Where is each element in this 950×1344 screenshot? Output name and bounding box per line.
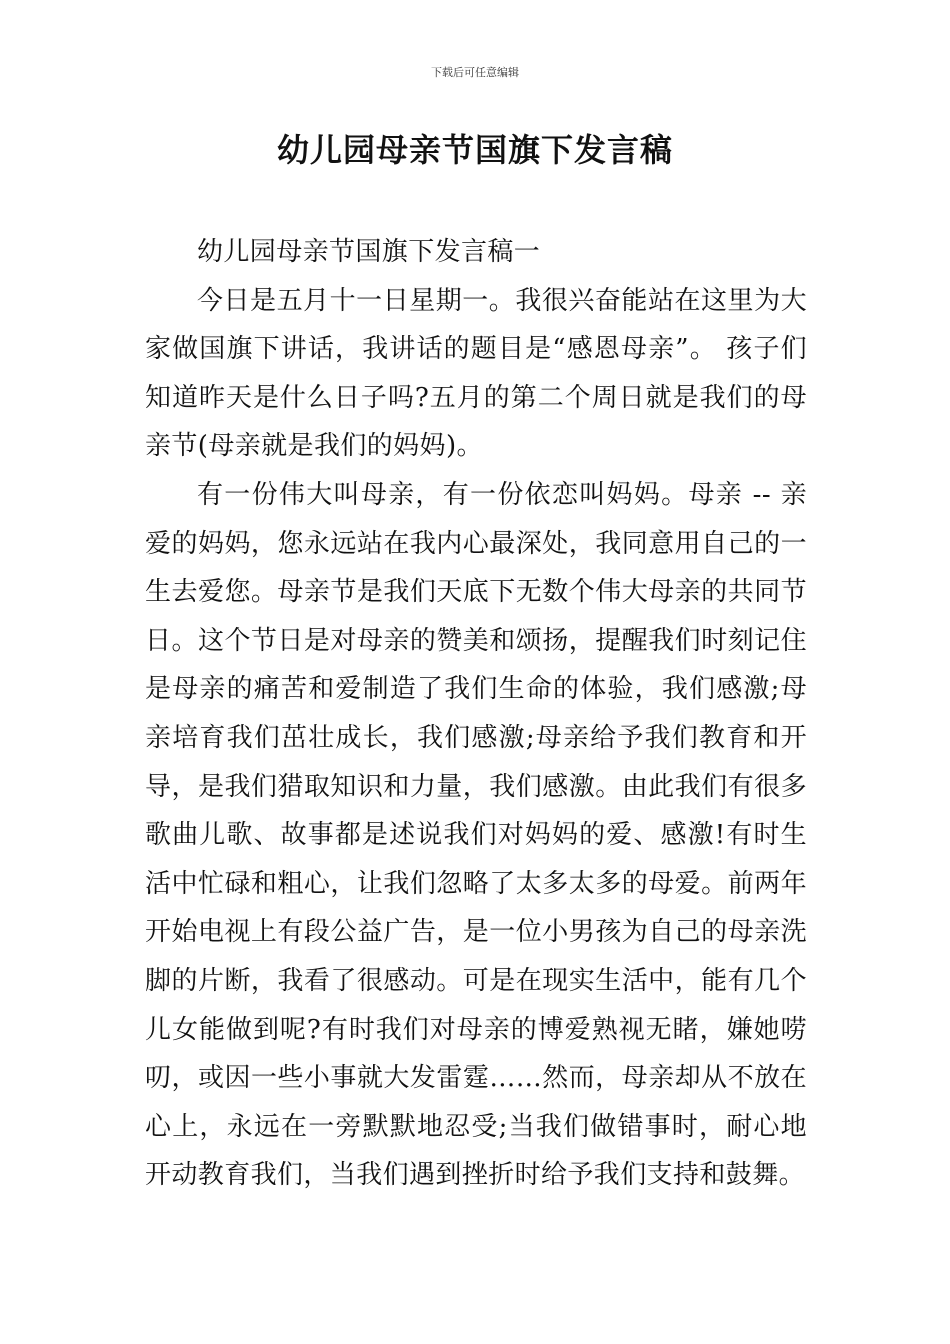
header-note: 下载后可任意编辑: [431, 66, 519, 79]
subtitle-paragraph: 幼儿园母亲节国旗下发言稿一: [197, 237, 541, 267]
body-paragraph: 今日是五月十一日星期一。我很兴奋能站在这里为大家做国旗下讲话，我讲话的题目是“感恩母亲”。 孩子们知道昨天是什么日子吗?五月的第二个周日就是我们的母亲节(母亲就是我们的妈妈)。: [145, 285, 807, 462]
document-body: [145, 228, 807, 1200]
document-title: 幼儿园母亲节国旗下发言稿: [276, 131, 673, 169]
body-paragraph: 有一份伟大叫母亲，有一份依恋叫妈妈。母亲 -- 亲爱的妈妈，您永远站在我内心最深处，我同意用自己的一生去爱您。母亲节是我们天底下无数个伟大母亲的共同节日。这个节日是对母亲的赞美和颂扬，提醒我们时刻记住是母亲的痛苦和爱制造了我们生命的体验，我们感激;母亲培育我们茁壮成长，我们感激;母亲给予我们教育和开导，是我们猎取知识和力量，我们感激。由此我们有很多歌曲儿歌、故事都是述说我们对妈妈的爱、感激!有时生活中忙碌和粗心，让我们忽略了太多太多的母爱。前两年开始电视上有段公益广告，是一位小男孩为自己的母亲洗脚的片断，我看了很感动。可是在现实生活中，能有几个儿女能做到呢?有时我们对母亲的博爱熟视无睹，嫌她唠叨，或因一些小事就大发雷霆……然而，母亲却从不放在心上，永远在一旁默默地忍受;当我们做错事时，耐心地开动教育我们，当我们遇到挫折时给予我们支持和鼓舞。: [145, 479, 807, 1191]
